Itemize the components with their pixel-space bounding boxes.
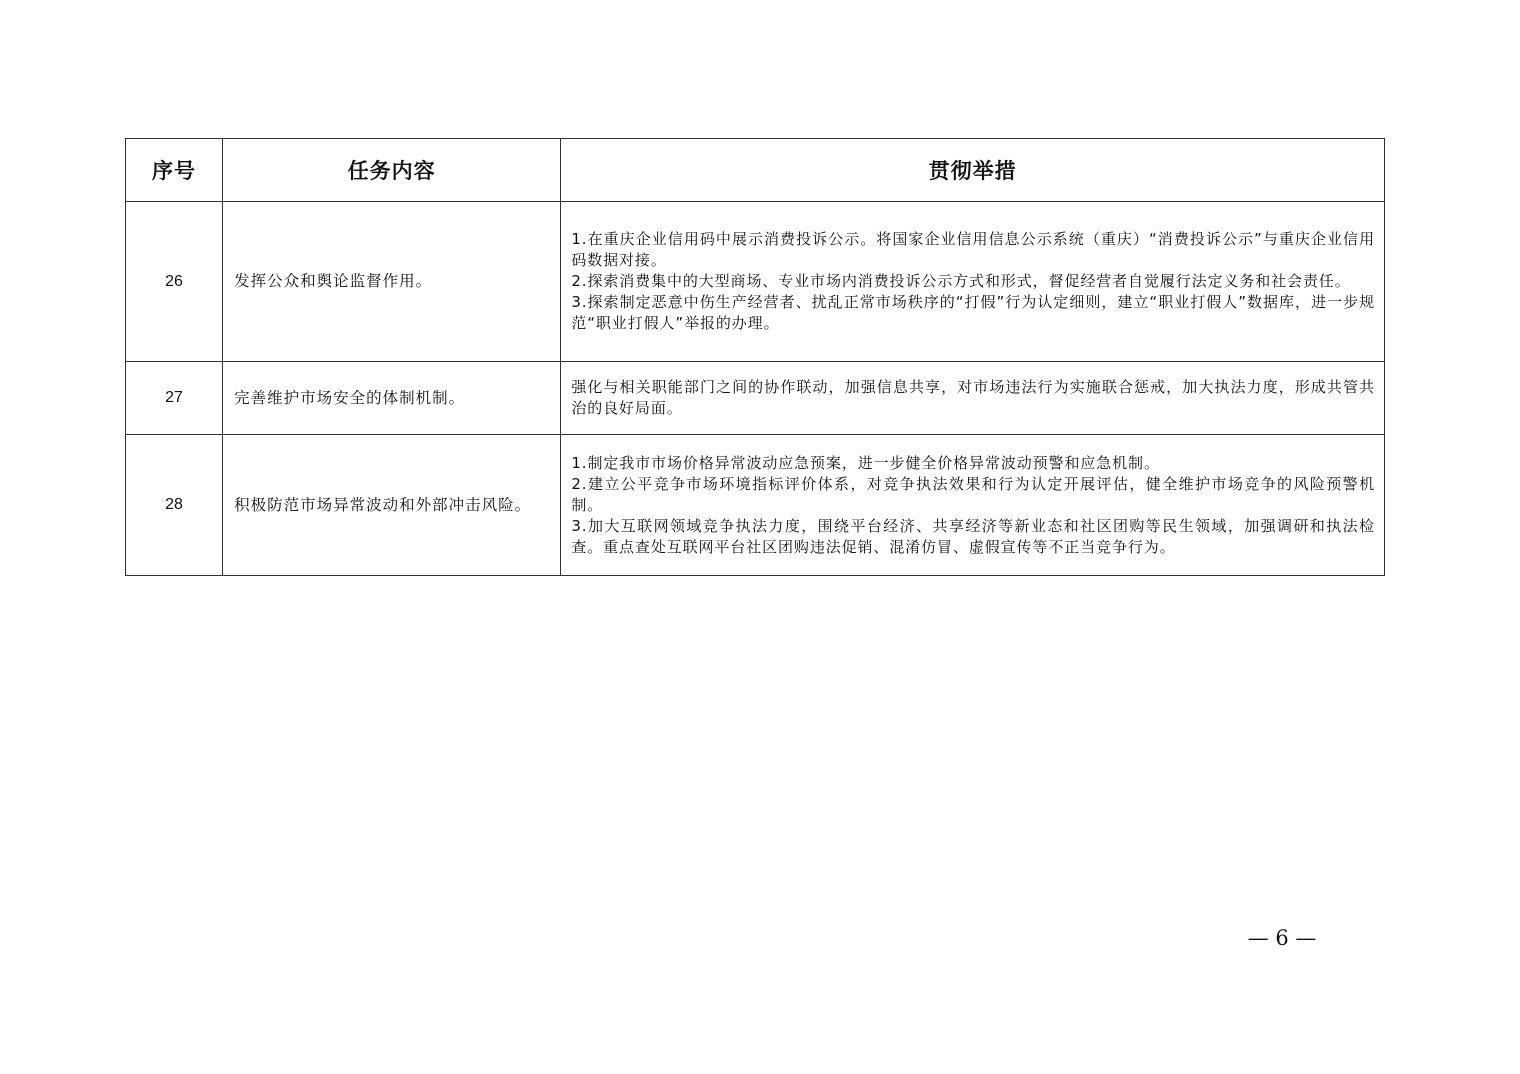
header-task: 任务内容 <box>223 139 561 202</box>
measure-item: 强化与相关职能部门之间的协作联动，加强信息共享，对市场违法行为实施联合惩戒，加大执法力度，形成共管共治的良好局面。 <box>571 378 1375 417</box>
row-task: 积极防范市场异常波动和外部冲击风险。 <box>223 435 561 576</box>
page-number: — 6 — <box>1247 926 1317 950</box>
row-number: 26 <box>126 202 223 362</box>
measure-item: 1.在重庆企业信用码中展示消费投诉公示。将国家企业信用信息公示系统（重庆）“消费投诉公示”与重庆企业信用码数据对接。 <box>571 230 1375 269</box>
row-number: 28 <box>126 435 223 576</box>
measure-item: 2.探索消费集中的大型商场、专业市场内消费投诉公示方式和形式，督促经营者自觉履行法定义务和社会责任。 <box>571 272 1351 290</box>
row-measures <box>561 435 1385 576</box>
table-row <box>126 362 1385 435</box>
header-number: 序号 <box>126 139 223 202</box>
task-table <box>125 138 1385 576</box>
measure-item: 2.建立公平竞争市场环境指标评价体系，对竞争执法效果和行为认定开展评估，健全维护市场竞争的风险预警机制。 <box>571 474 1375 514</box>
row-task: 完善维护市场安全的体制机制。 <box>223 362 561 435</box>
table-row <box>126 202 1385 362</box>
row-measures <box>561 202 1385 362</box>
header-measures: 贯彻举措 <box>561 139 1385 202</box>
table-header-row <box>126 139 1385 202</box>
measure-item: 3.探索制定恶意中伤生产经营者、扰乱正常市场秩序的“打假”行为认定细则，建立“职业打假人”数据库，进一步规范“职业打假人”举报的办理。 <box>571 293 1375 332</box>
measure-item: 3.加大互联网领域竞争执法力度，围绕平台经济、共享经济等新业态和社区团购等民生领域，加强调研和执法检查。重点查处互联网平台社区团购违法促销、混淆仿冒、虚假宣传等不正当竞争行为。 <box>571 516 1375 556</box>
row-measures <box>561 362 1385 435</box>
row-task: 发挥公众和舆论监督作用。 <box>223 202 561 362</box>
table-row <box>126 435 1385 576</box>
measure-item: 1.制定我市市场价格异常波动应急预案，进一步健全价格异常波动预警和应急机制。 <box>571 453 1160 472</box>
row-number: 27 <box>126 362 223 435</box>
